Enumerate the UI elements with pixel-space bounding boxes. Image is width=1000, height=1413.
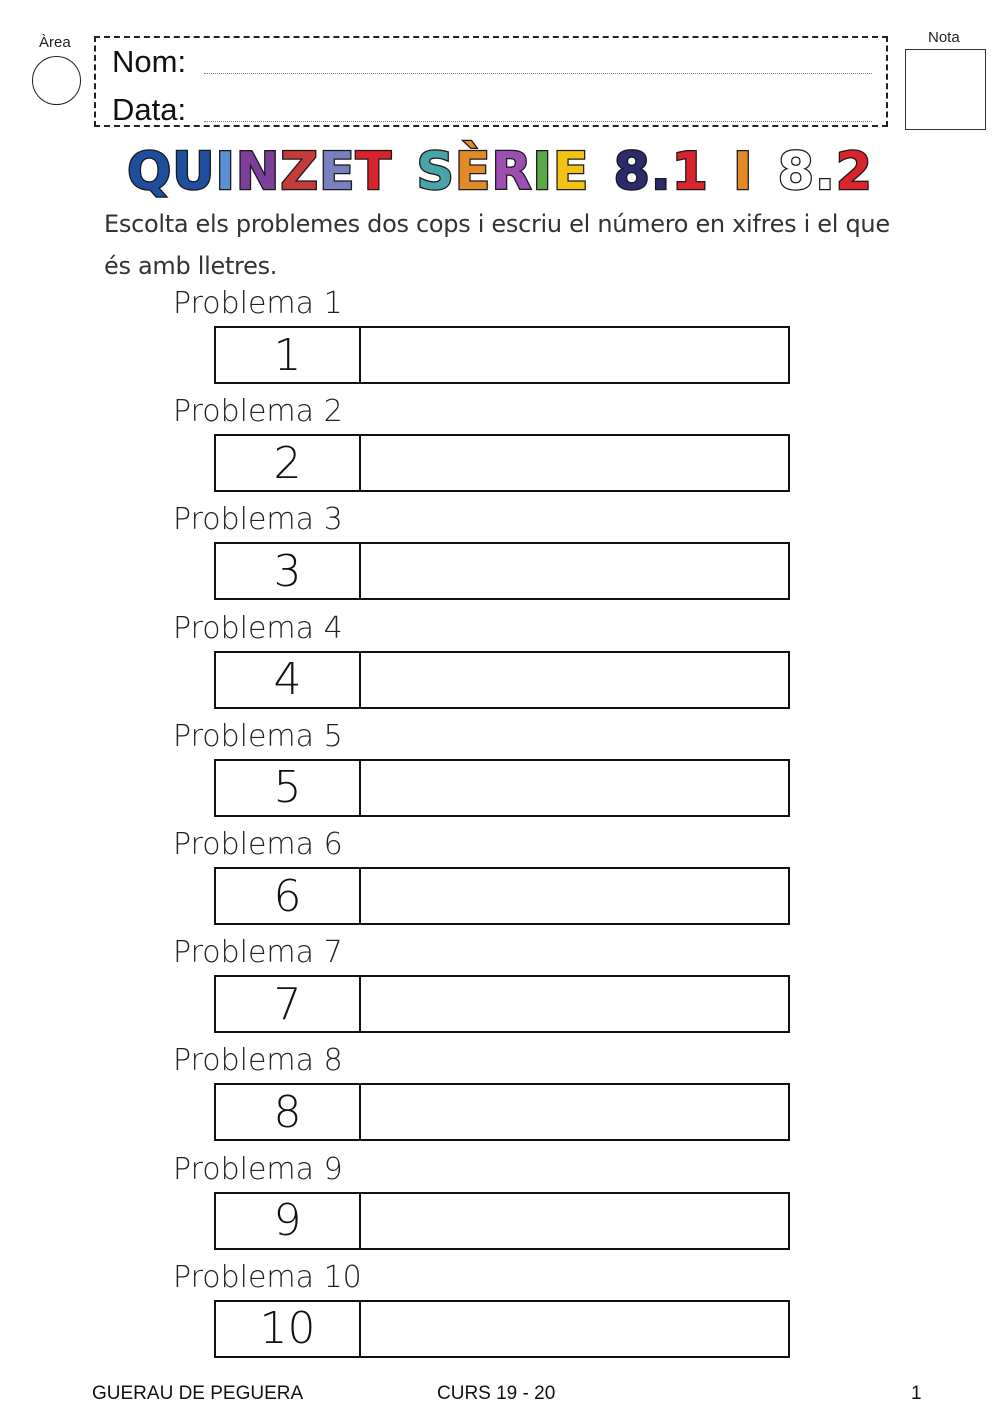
nota-box[interactable] [905,49,986,130]
footer-page-number: 1 [911,1383,922,1404]
answer-text-box[interactable] [361,977,788,1031]
answer-row [214,867,790,925]
title-letter: 8 [613,142,651,202]
title-letter: N [235,142,281,202]
problem-item [0,611,1000,719]
title-letter: E [319,142,356,202]
problem-label: Problema 10 [173,1259,362,1295]
answer-row [214,326,790,384]
date-label: Data: [112,92,187,127]
title-letter: S [416,142,455,202]
answer-row [214,542,790,600]
problem-item [0,1043,1000,1151]
answer-text-box[interactable] [361,761,788,815]
answer-row [214,434,790,492]
problem-item [0,502,1000,610]
problem-item [0,827,1000,935]
title-letter: Q [127,142,173,202]
answer-row [214,975,790,1033]
instructions-text: Escolta els problemes dos cops i escriu el número en xifres i el que és amb lletres. [104,210,890,280]
problem-item [0,286,1000,394]
problem-label: Problema 3 [173,502,343,538]
answer-row [214,651,790,709]
problem-number: 7 [216,977,361,1031]
problem-label: Problema 9 [173,1151,343,1187]
footer-school: GUERAU DE PEGUERA [92,1383,304,1404]
title-letter [709,142,728,202]
problem-label: Problema 7 [173,935,343,971]
problem-label: Problema 4 [173,610,343,646]
area-label: Àrea [39,34,71,51]
page-title [0,140,1000,204]
problem-label: Problema 1 [173,286,343,321]
title-letter: 2 [835,142,873,202]
date-input-line[interactable] [204,120,872,122]
problem-item [0,1152,1000,1260]
name-field-row [112,44,872,80]
problem-label: Problema 2 [173,394,343,430]
title-letter: I [532,142,553,202]
problem-number: 2 [216,436,361,490]
title-letter: Z [280,142,320,202]
answer-text-box[interactable] [361,653,788,707]
answer-text-box[interactable] [361,436,788,490]
answer-text-box[interactable] [361,1085,788,1139]
problem-number: 8 [216,1085,361,1139]
problem-number: 6 [216,869,361,923]
answer-text-box[interactable] [361,1302,788,1356]
answer-text-box[interactable] [361,869,788,923]
problem-item [0,394,1000,502]
problem-number: 5 [216,761,361,815]
problem-label: Problema 6 [173,827,343,862]
name-date-box [94,36,888,127]
nota-label: Nota [928,29,960,46]
problem-number: 10 [216,1302,361,1356]
title-letter: 8 [777,142,815,202]
problem-item [0,719,1000,827]
title-letter [753,142,772,202]
title-letter [589,142,608,202]
title-letter: I [215,142,236,202]
answer-text-box[interactable] [361,328,788,382]
title-letter: . [814,142,836,202]
answer-row [214,1192,790,1250]
title-letter: . [650,142,672,202]
title-letter: I [733,142,754,202]
problem-number: 3 [216,544,361,598]
name-input-line[interactable] [204,72,872,74]
answer-row [214,1300,790,1358]
answer-text-box[interactable] [361,1194,788,1248]
title-letter: E [552,142,590,202]
name-label: Nom: [112,44,187,79]
title-letter: 1 [671,142,709,202]
date-field-row [112,92,872,128]
title-letter: È [454,142,492,202]
title-letter: R [491,142,533,202]
title-letter: U [172,142,216,202]
problem-label: Problema 8 [173,1043,343,1079]
problem-item [0,1260,1000,1368]
title-letter [392,142,411,202]
footer-course: CURS 19 - 20 [437,1383,556,1404]
area-circle [32,56,81,105]
problem-number: 9 [216,1194,361,1248]
answer-row [214,759,790,817]
title-letter: T [355,142,393,202]
problem-number: 4 [216,653,361,707]
problem-number: 1 [216,328,361,382]
answer-text-box[interactable] [361,544,788,598]
problem-item [0,935,1000,1043]
answer-row [214,1083,790,1141]
problem-label: Problema 5 [173,718,343,754]
